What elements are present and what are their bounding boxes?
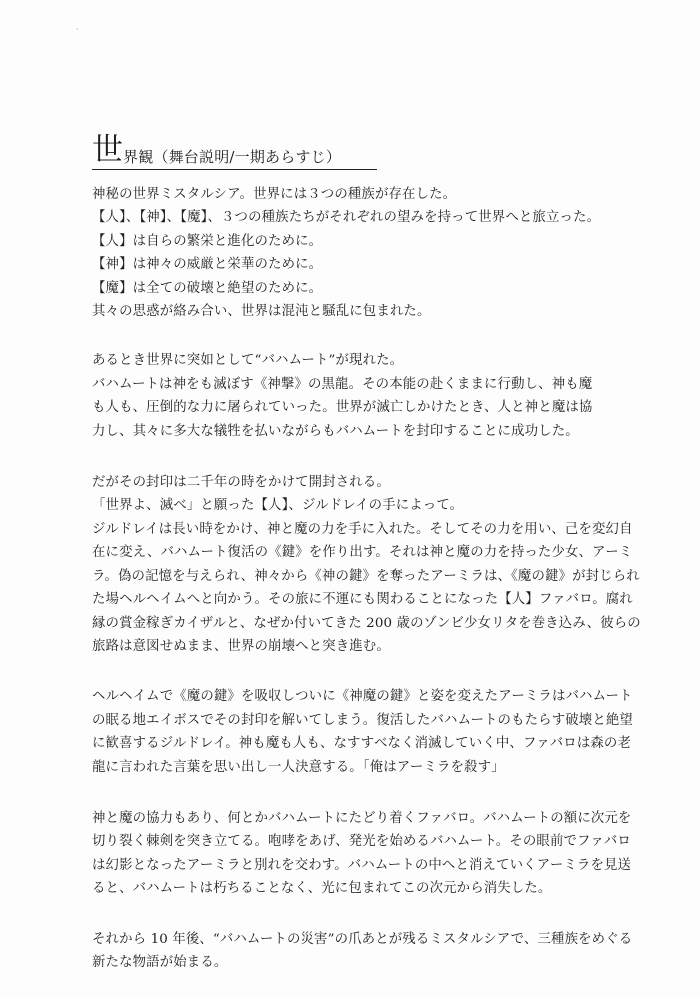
paragraph-line: バハムートは神をも滅ぼす《神撃》の黒龍。その本能の赴くままに行動し、神も魔 [92, 376, 593, 392]
paragraph-line: 力し、其々に多大な犠牲を払いながらもバハムートを封印することに成功した。 [92, 423, 579, 439]
paragraph-line: も人も、圧倒的な力に屠られていった。世界が滅亡しかけたとき、人と神と魔は協 [92, 400, 593, 416]
paragraph-line: は幻影となったアーミラと別れを交わす。バハムートの中へと消えていくアーミラを見送 [92, 857, 632, 873]
paragraph-line: 「世界よ、滅べ」と願った【人】、ジルドレイの手によって。 [92, 498, 464, 514]
paragraph-helheim [92, 685, 633, 779]
paragraph-line: 其々の思惑が絡み合い、世界は混沌と騒乱に包まれた。 [92, 304, 431, 320]
paragraph-line: 【人】は自らの繁栄と進化のために。 [92, 233, 323, 249]
paragraph-line: 在に変え、バハムート復活の《鍵》を作り出す。それは神と魔の力を持った少女、アーミ [92, 545, 633, 561]
paragraph-line: ジルドレイは長い時をかけ、神と魔の力を手に入れた。そしてその力を用い、己を変幻自 [92, 521, 633, 537]
paragraph-line: の眠る地エイボスでその封印を解いてしまう。復活したバハムートのもたらす破壊と絶望 [92, 712, 633, 728]
paragraph-line: ラ。偽の記憶を与えられ、神々から《神の鍵》を奪ったアーミラは、《魔の鍵》が封じられ [92, 568, 640, 584]
scan-speck: · [76, 25, 79, 34]
heading-initial: 世 [92, 132, 122, 168]
paragraph-line: 新たな物語が始まる。 [92, 954, 228, 970]
paragraph-epilogue [92, 928, 633, 975]
paragraph-line: 神秘の世界ミスタルシア。世界には３つの種族が存在した。 [92, 187, 457, 202]
paragraph-line: た場ヘルヘイムへと向かう。その旅に不運にも関わることになった【人】ファバロ。腐れ [92, 592, 633, 608]
paragraph-climax [92, 807, 632, 901]
paragraph-bahamut-appears [92, 349, 617, 443]
paragraph-line: ヘルヘイムで《魔の鍵》を吸収しついに《神魔の鍵》と姿を変えたアーミラはバハムート [92, 689, 633, 705]
paragraph-line: 龍に言われた言葉を思い出し一人決意する。「俺はアーミラを殺す」 [92, 759, 505, 775]
paragraph-line: 旅路は意図せぬまま、世界の崩壊へと突き進む。 [92, 638, 390, 654]
paragraph-line: あるとき世界に突如として“バハムート”が現れた。 [92, 353, 404, 369]
heading-subtitle: 界観（舞台説明/一期あらすじ） [123, 148, 342, 166]
paragraph-world-intro [92, 183, 617, 323]
paragraph-line: だがその封印は二千年の時をかけて開封される。 [92, 475, 390, 491]
paragraph-seal-broken [92, 471, 641, 658]
paragraph-line: 【人】、【神】、【魔】、３つの種族たちがそれぞれの望みを持って世界へと旅立った。 [92, 210, 601, 226]
paragraph-line: 縁の賞金稼ぎカイザルと、なぜか付いてきた 200 歳のゾンビ少女リタを巻き込み、彼らの [92, 615, 641, 631]
paragraph-line: 【魔】は全ての破壊と絶望のために。 [92, 280, 323, 296]
paragraph-line: 【神】は神々の威厳と栄華のために。 [92, 257, 323, 273]
paragraph-line: に歓喜するジルドレイ。神も魔も人も、なすすべなく消滅していく中、ファバロは森の老 [92, 736, 632, 752]
paragraph-line: 切り裂く棘剣を突き立てる。咆哮をあげ、発光を始めるバハムート。その眼前でファバロ [92, 834, 631, 850]
paragraph-line: それから 10 年後、“バハムートの災害”の爪あとが残るミスタルシアで、三種族をめぐる [92, 931, 633, 947]
section-heading [92, 133, 377, 170]
body-text [92, 183, 641, 999]
paragraph-line: 神と魔の協力もあり、何とかバハムートにたどり着くファバロ。バハムートの額に次元を [92, 810, 632, 826]
paragraph-line: ると、バハムートは朽ちることなく、光に包まれてこの次元から消失した。 [92, 881, 552, 897]
